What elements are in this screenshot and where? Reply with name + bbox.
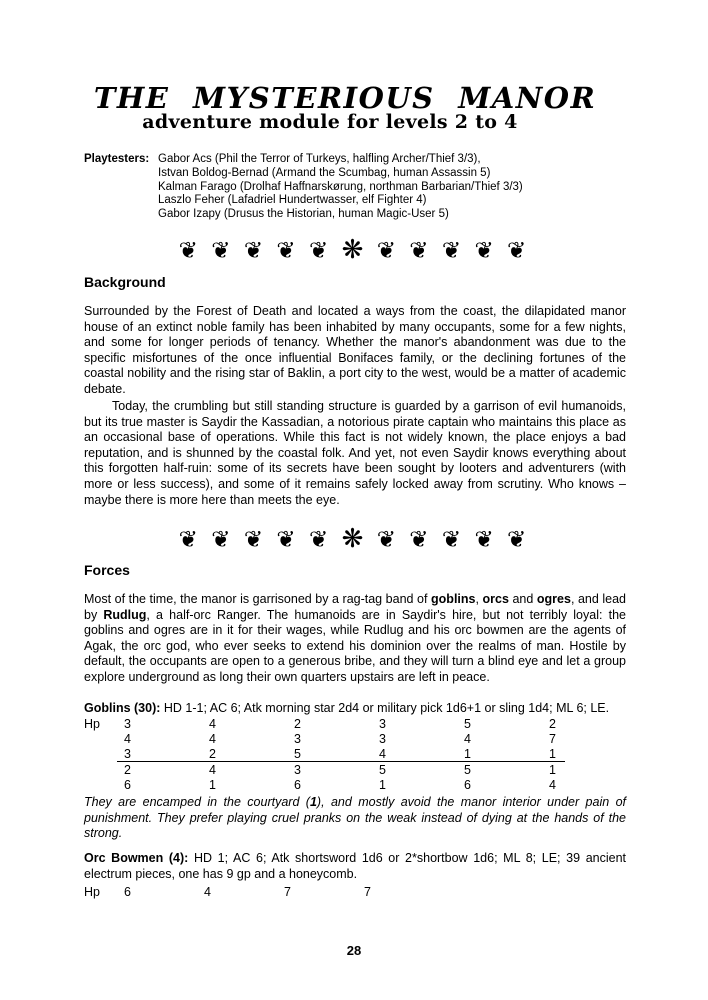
hp-cell: 5 xyxy=(379,762,386,777)
hp-row xyxy=(84,778,626,793)
hp-cell: 1 xyxy=(379,778,386,793)
hp-cell: 2 xyxy=(549,716,556,731)
hp-label xyxy=(84,763,124,778)
goblins-note xyxy=(84,795,626,842)
orc-bowmen-name: Orc Bowmen (4): xyxy=(84,851,189,865)
hp-label: Hp xyxy=(84,716,100,731)
hp-row xyxy=(84,763,626,778)
goblins-stats: HD 1-1; AC 6; Atk morning star 2d4 or military pick 1d6+1 or sling 1d4; ML 6; LE. xyxy=(160,701,610,715)
forces-text: , and lead by xyxy=(84,592,626,622)
hp-row xyxy=(84,732,626,747)
playtester-entry: Gabor Izapy (Drusus the Historian, human Magic-User 5) xyxy=(158,208,449,221)
bold-term-rudlug: Rudlug xyxy=(103,607,147,622)
hp-cell: 1 xyxy=(464,747,471,762)
hp-cell: 3 xyxy=(124,716,131,731)
hp-cell: 3 xyxy=(294,762,301,777)
snowflake-icon: ❋ xyxy=(341,235,367,265)
note-text: ), and mostly avoid the manor interior under pain of punishment. They prefer playing cruel pranks on the weak instead of dying at the hands of the strong. xyxy=(84,795,626,841)
background-paragraph-2: Today, the crumbling but still standing structure is guarded by a garrison of evil humanoids, but its true master is Saydir the Kassadian, a notorious pirate captain who maintains this place as an occasional base of operations. While this fact is not widely known, the place enjoys a bad reputation, and is shunned by the coastal folk. And yet, not even Saydir knows everything about this forgotten half-ruin: some of its secrets have been sought by looters and adventurers (with more or less success), and some of it remains safely locked away from scrutiny. Who knows – maybe there is more here than meets the eye. xyxy=(84,399,626,507)
hp-cell: 4 xyxy=(204,885,211,899)
forces-paragraph xyxy=(84,592,626,686)
hp-cell: 7 xyxy=(549,731,556,746)
section-heading-forces: Forces xyxy=(84,562,130,578)
hp-cell: 3 xyxy=(124,747,131,762)
hp-row-underlined xyxy=(84,747,626,762)
playtesters-block xyxy=(84,153,626,222)
orc-bowmen-stats: HD 1; AC 6; Atk shortsword 1d6 or 2*shortbow 1d6; ML 8; LE; 39 ancient electrum pieces, one has 9 gp and a honeycomb. xyxy=(84,851,626,881)
forces-text: , a half-orc Ranger. The humanoids are in Saydir's hire, but not terribly loyal: the goblins and ogres are in it for their wages, while Rudlug and his orc bowmen are the agents of Agak, the orc god, who ever seeks to extend his dominion over the realms of man. Hostile by default, the occupants are open to a generous bribe, and they will turn a blind eye and let a group explore underground as long their own quarters upstairs are left in peace. xyxy=(84,607,627,684)
hp-label xyxy=(84,778,124,793)
forces-text: , xyxy=(475,592,483,606)
orc-bowmen-statblock xyxy=(84,851,626,900)
hp-cell: 7 xyxy=(364,885,371,899)
hp-row xyxy=(84,717,626,732)
goblins-hp-table xyxy=(84,717,626,794)
hp-cell: 2 xyxy=(124,762,131,777)
hp-label xyxy=(84,732,124,747)
hp-cell: 4 xyxy=(209,716,216,731)
page-title: THE MYSTERIOUS MANOR xyxy=(93,81,597,115)
playtester-entry: Istvan Boldog-Bernad (Armand the Scumbag, human Assassin 5) xyxy=(158,166,491,179)
section-heading-background: Background xyxy=(84,274,166,290)
hp-cell: 3 xyxy=(379,731,386,746)
hp-cell: 5 xyxy=(464,716,471,731)
note-text: They are encamped in the courtyard ( xyxy=(84,795,310,810)
hp-row xyxy=(84,885,626,900)
hp-cell: 3 xyxy=(379,716,386,731)
background-paragraph-1: Surrounded by the Forest of Death and located a ways from the coast, the dilapidated manor house of an extinct noble family has been inhabited by many occupants, some for a few nights, and some for longer periods of tenancy. Whether the manor's abandonment was due to the specific misfortunes of the once influential Bonifaces family, or the declining fortunes of the coastal nobility and the rising star of Baklin, a port city to the west, would be a matter of academic debate. xyxy=(84,304,626,396)
snowflake-icon: ❋ xyxy=(341,524,367,554)
playtesters-list xyxy=(158,153,626,222)
forces-text: and xyxy=(508,592,537,606)
playtester-entry: Gabor Acs (Phil the Terror of Turkeys, halfling Archer/Thief 3/3), xyxy=(158,153,481,165)
hp-cell: 5 xyxy=(294,747,301,762)
hp-cell: 3 xyxy=(294,731,301,746)
hp-cell: 1 xyxy=(549,762,556,777)
hp-cell: 6 xyxy=(464,778,471,793)
area-reference: 1 xyxy=(309,795,317,810)
hp-cell: 1 xyxy=(209,778,216,793)
bold-term-goblins: goblins xyxy=(431,592,476,606)
playtester-entry: Kalman Farago (Drolhaf Haffnarskørung, northman Barbarian/Thief 3/3) xyxy=(158,180,523,193)
bold-term-ogres: ogres xyxy=(536,592,571,606)
fleuron-icon-row-right: ❦ ❦ ❦ ❦ ❦ xyxy=(376,527,530,553)
goblins-stat-line xyxy=(84,701,626,717)
goblins-statblock xyxy=(84,701,626,842)
hp-cell: 4 xyxy=(549,778,556,793)
hp-cell: 5 xyxy=(464,762,471,777)
forces-text: Most of the time, the manor is garrisoned by a rag-tag band of xyxy=(84,592,432,606)
hp-cell: 1 xyxy=(549,747,556,762)
hp-cell: 6 xyxy=(124,885,131,899)
hp-cell: 6 xyxy=(294,778,301,793)
hp-cell: 4 xyxy=(209,731,216,746)
orc-bowmen-stat-line xyxy=(84,851,626,882)
playtesters-label: Playtesters: xyxy=(84,153,150,165)
fleuron-icon-row-right: ❦ ❦ ❦ ❦ ❦ xyxy=(376,238,530,264)
hp-cell: 4 xyxy=(464,731,471,746)
goblins-name: Goblins (30): xyxy=(84,701,161,715)
hp-cell: 7 xyxy=(284,885,291,899)
hp-cell: 6 xyxy=(124,778,131,793)
ornament-divider xyxy=(0,235,708,266)
hp-cell: 2 xyxy=(209,747,216,762)
hp-cell: 4 xyxy=(379,747,386,762)
hp-cell: 4 xyxy=(209,762,216,777)
page-number: 28 xyxy=(346,943,362,958)
hp-cell: 4 xyxy=(124,731,131,746)
page-subtitle: adventure module for levels 2 to 4 xyxy=(142,111,518,133)
bold-term-orcs: orcs xyxy=(482,592,509,606)
fleuron-icon-row-left: ❦ ❦ ❦ ❦ ❦ xyxy=(178,238,332,264)
fleuron-icon-row-left: ❦ ❦ ❦ ❦ ❦ xyxy=(178,527,332,553)
hp-cell: 2 xyxy=(294,716,301,731)
ornament-divider xyxy=(0,524,708,555)
hp-label: Hp xyxy=(84,885,100,899)
playtester-entry: Laszlo Feher (Lafadriel Hundertwasser, elf Fighter 4) xyxy=(158,194,427,207)
